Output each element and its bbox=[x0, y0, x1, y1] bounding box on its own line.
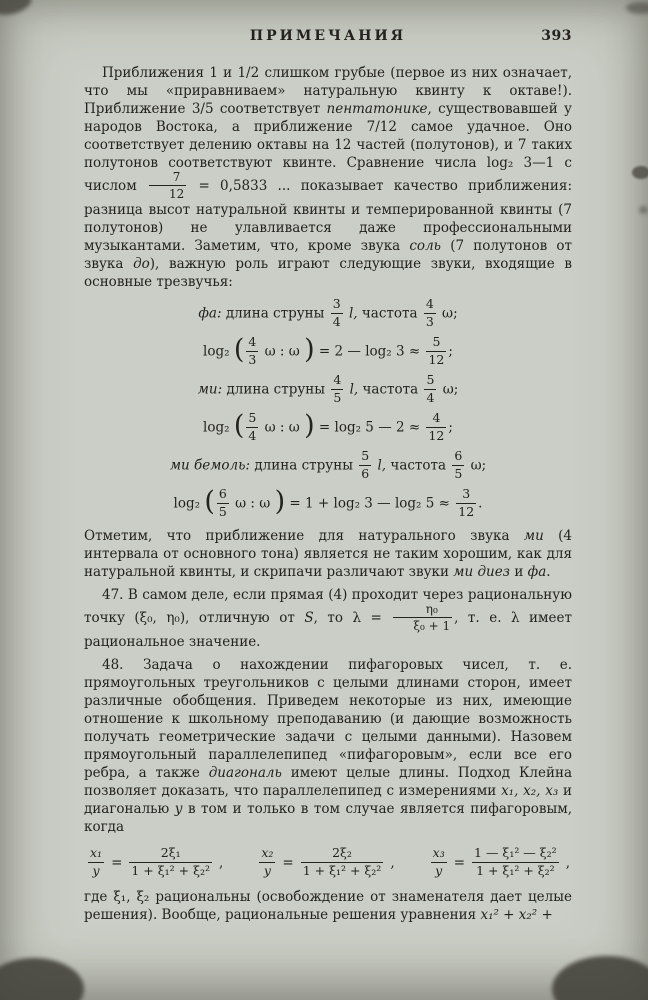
formula-log-fa: log₂ ( $\frac{4}{3}$ ω : ω ) = 2 — log₂ 3 ≈ $\frac{5}{12}$ ; bbox=[203, 334, 453, 367]
variables-x: x₁, x₂, x₃ bbox=[501, 783, 559, 799]
text-run: ; bbox=[448, 419, 453, 436]
paragraph-note-48 bbox=[84, 656, 572, 836]
log-operator: log₂ bbox=[173, 495, 205, 512]
text-run: частота bbox=[390, 457, 451, 474]
equals-sign: = bbox=[453, 855, 466, 871]
equation-x2 bbox=[257, 845, 395, 878]
text-run: = log₂ 5 — 2 ≈ bbox=[314, 419, 425, 436]
note-fa: фа bbox=[527, 564, 547, 580]
log-operator: log₂ bbox=[203, 343, 234, 360]
term-pentatonic: пентатонике bbox=[326, 101, 428, 117]
frequency-symbol: ω; bbox=[438, 381, 459, 398]
scan-artifact-bottom-right bbox=[552, 956, 648, 1000]
text-run: и диагональю bbox=[84, 783, 572, 817]
fraction-eta-xi: $\frac{\text{η₀}}{\text{ξ₀ + 1}}$ bbox=[393, 603, 452, 632]
page-header bbox=[84, 28, 572, 44]
fraction-4-3: $\frac{4}{3}$ bbox=[425, 296, 434, 329]
text-run: Отметим, что приближение для натурального звука bbox=[84, 528, 524, 544]
text-run: в том и только в том случае является пифагоровым, когда bbox=[84, 801, 572, 835]
scan-artifact-right-edge bbox=[632, 166, 648, 179]
page-content bbox=[84, 28, 572, 924]
fraction-5-4: $\frac{5}{4}$ bbox=[248, 410, 257, 443]
text-run: длина струны bbox=[222, 381, 330, 398]
point-s: S bbox=[304, 610, 314, 626]
note-mi: ми bbox=[523, 528, 544, 544]
text-run: , существовавшей у народов Востока, а приближение 7/12 самое удачное. Оно соответствует делению октавы на 12 частей (полутонов), и 7 таких полутонов соответствуют квинте. Сравнение числа log₂ 3—1 с числом bbox=[84, 101, 572, 194]
formula-note-fa bbox=[84, 296, 572, 329]
scan-artifact-top-left bbox=[0, 0, 34, 19]
note-name: ми бемоль: bbox=[169, 457, 251, 474]
comma: , bbox=[218, 855, 224, 871]
fraction-3-4: $\frac{3}{4}$ bbox=[332, 296, 341, 329]
text-run: ), важную роль играют следующие звуки, входящие в основные трезвучья: bbox=[84, 256, 572, 290]
page-number: 393 bbox=[541, 28, 572, 44]
frequency-symbol: ω; bbox=[466, 457, 487, 474]
log-operator: log₂ bbox=[203, 419, 234, 436]
equals-sign: = bbox=[111, 855, 123, 871]
text-run: длина струны bbox=[221, 305, 329, 322]
note-mi-diez: ми диез bbox=[453, 564, 511, 580]
fraction-6-5: $\frac{6}{5}$ bbox=[454, 448, 463, 481]
formula-note-mi-bemol bbox=[84, 448, 572, 481]
fraction-4-12: $\frac{4}{12}$ bbox=[428, 410, 445, 443]
equation-x3 bbox=[429, 845, 570, 878]
text-run: имеют целые длины. Подход Клейна позволяет доказать, что параллелепипед с измерениями bbox=[84, 765, 573, 799]
fraction-6-5: $\frac{6}{5}$ bbox=[218, 486, 227, 519]
text-run: ω : ω bbox=[260, 343, 305, 360]
text-run: частота bbox=[362, 381, 423, 398]
note-do: до bbox=[133, 256, 150, 272]
text-run: частота bbox=[361, 305, 422, 322]
text-run: 48. Задача о нахождении пифагоровых чисел, т. е. прямоугольных треугольников с целыми длинами сторон, имеет различные обобщения. Приведем некоторые из них, имеющие отношение к школьному преподаванию (и дающие возможность получать геометрические задачи с целыми данными). Назовем прямоугольный параллелепипед «пифагоровым», если все его ребра, а также bbox=[84, 657, 572, 781]
text-run: . bbox=[478, 495, 483, 512]
fraction-5-6: $\frac{5}{6}$ bbox=[361, 448, 370, 481]
fraction-rhs-2: $\frac{\text{2ξ₂}}{\text{1 + ξ₁² + ξ₂²}}$ bbox=[302, 845, 382, 878]
equation-x1 bbox=[86, 845, 224, 878]
fraction-3-12: $\frac{3}{12}$ bbox=[458, 486, 475, 519]
formula-log-mi-bemol: log₂ ( $\frac{6}{5}$ ω : ω ) = 1 + log₂ 3 — log₂ 5 ≈ $\frac{3}{12}$ . bbox=[173, 486, 483, 519]
fraction-x1-y: $\frac{\text{x₁}}{y}$ bbox=[90, 845, 103, 878]
fraction-x2-y: $\frac{\text{x₂}}{y}$ bbox=[261, 845, 274, 878]
text-run: (4 интервала от основного тона) является не таким хорошим, как для натуральной квинты, и скрипачи различают звуки bbox=[84, 528, 572, 580]
fraction-4-3: $\frac{4}{3}$ bbox=[248, 334, 257, 367]
term-diagonal: диагональ bbox=[208, 765, 282, 781]
fraction-4-5: $\frac{4}{5}$ bbox=[333, 372, 342, 405]
fraction-5-4: $\frac{5}{4}$ bbox=[426, 372, 435, 405]
formula-note-mi bbox=[84, 372, 572, 405]
fraction-7-12: $\frac{7}{12}$ bbox=[149, 171, 186, 200]
formula-log-mi: log₂ ( $\frac{5}{4}$ ω : ω ) = log₂ 5 — 2 ≈ $\frac{4}{12}$ ; bbox=[203, 410, 453, 443]
text-run: (7 полутонов от звука bbox=[84, 238, 572, 272]
text-run: 47. В самом деле, если прямая (4) проходит через рациональную точку (ξ₀, η₀), отличную от bbox=[84, 587, 572, 626]
text-run: = 2 — log₂ 3 ≈ bbox=[314, 343, 425, 360]
length-symbol: l, bbox=[373, 457, 391, 474]
note-name: фа: bbox=[198, 305, 222, 322]
text-run: где ξ₁, ξ₂ рациональны (освобождение от знаменателя дает целые решения). Вообще, рациональные решения уравнения bbox=[84, 889, 572, 923]
text-run: и bbox=[510, 564, 528, 580]
scan-artifact-top-right bbox=[626, 2, 648, 14]
length-symbol: l, bbox=[345, 381, 363, 398]
variable-y: y bbox=[174, 801, 183, 817]
running-head-title: ПРИМЕЧАНИЯ bbox=[249, 28, 407, 44]
comma: , bbox=[565, 855, 570, 871]
fraction-rhs-3: $\frac{\text{1 — ξ₁² — ξ₂²}}{\text{1 + ξ₁² + ξ₂²}}$ bbox=[474, 845, 557, 878]
note-sol: соль bbox=[409, 238, 442, 254]
frequency-symbol: ω; bbox=[437, 305, 458, 322]
comma: , bbox=[390, 855, 395, 871]
scan-artifact-bottom-left bbox=[0, 958, 84, 1000]
paragraph-note-mi bbox=[84, 527, 572, 581]
paragraph-approximations bbox=[84, 64, 572, 291]
fraction-5-12: $\frac{5}{12}$ bbox=[428, 334, 445, 367]
pythagorean-parallelepiped-formulas bbox=[86, 845, 570, 878]
paragraph-note-47 bbox=[84, 586, 572, 651]
text-run: ω : ω bbox=[230, 495, 275, 512]
fraction-x3-y: $\frac{\text{x₃}}{y}$ bbox=[432, 845, 445, 878]
text-run: ; bbox=[448, 343, 453, 360]
equals-sign: = bbox=[282, 855, 294, 871]
text-run: = 1 + log₂ 3 — log₂ 5 ≈ bbox=[285, 495, 455, 512]
note-name: ми: bbox=[197, 381, 223, 398]
text-run: ω : ω bbox=[260, 419, 305, 436]
text-run: = 0,5833 ... показывает качество приближения: разница высот натуральной квинты и темперированной квинты (7 полутонов) не улавливается даже профессиональными музыкантами. Заметим, что, кроме звука bbox=[84, 178, 572, 254]
text-run: , т. е. λ имеет рациональное значение. bbox=[84, 610, 573, 650]
music-formula-block bbox=[84, 296, 572, 519]
fraction-rhs-1: $\frac{\text{2ξ₁}}{\text{1 + ξ₁² + ξ₂²}}$ bbox=[131, 845, 210, 878]
math-expression: x₁² + x₂² + bbox=[480, 907, 553, 923]
scan-artifact-right-edge-small bbox=[639, 206, 648, 214]
text-run: длина струны bbox=[250, 457, 358, 474]
length-symbol: l, bbox=[344, 305, 362, 322]
text-run: , то λ = bbox=[313, 610, 392, 626]
paragraph-rational-solutions bbox=[84, 888, 572, 924]
text-run: Приближения 1 и 1/2 слишком грубые (первое из них означает, что мы «приравниваем» натуральную квинту к октаве!). Приближение 3/5 соответствует bbox=[84, 65, 572, 117]
text-run: . bbox=[546, 564, 551, 580]
